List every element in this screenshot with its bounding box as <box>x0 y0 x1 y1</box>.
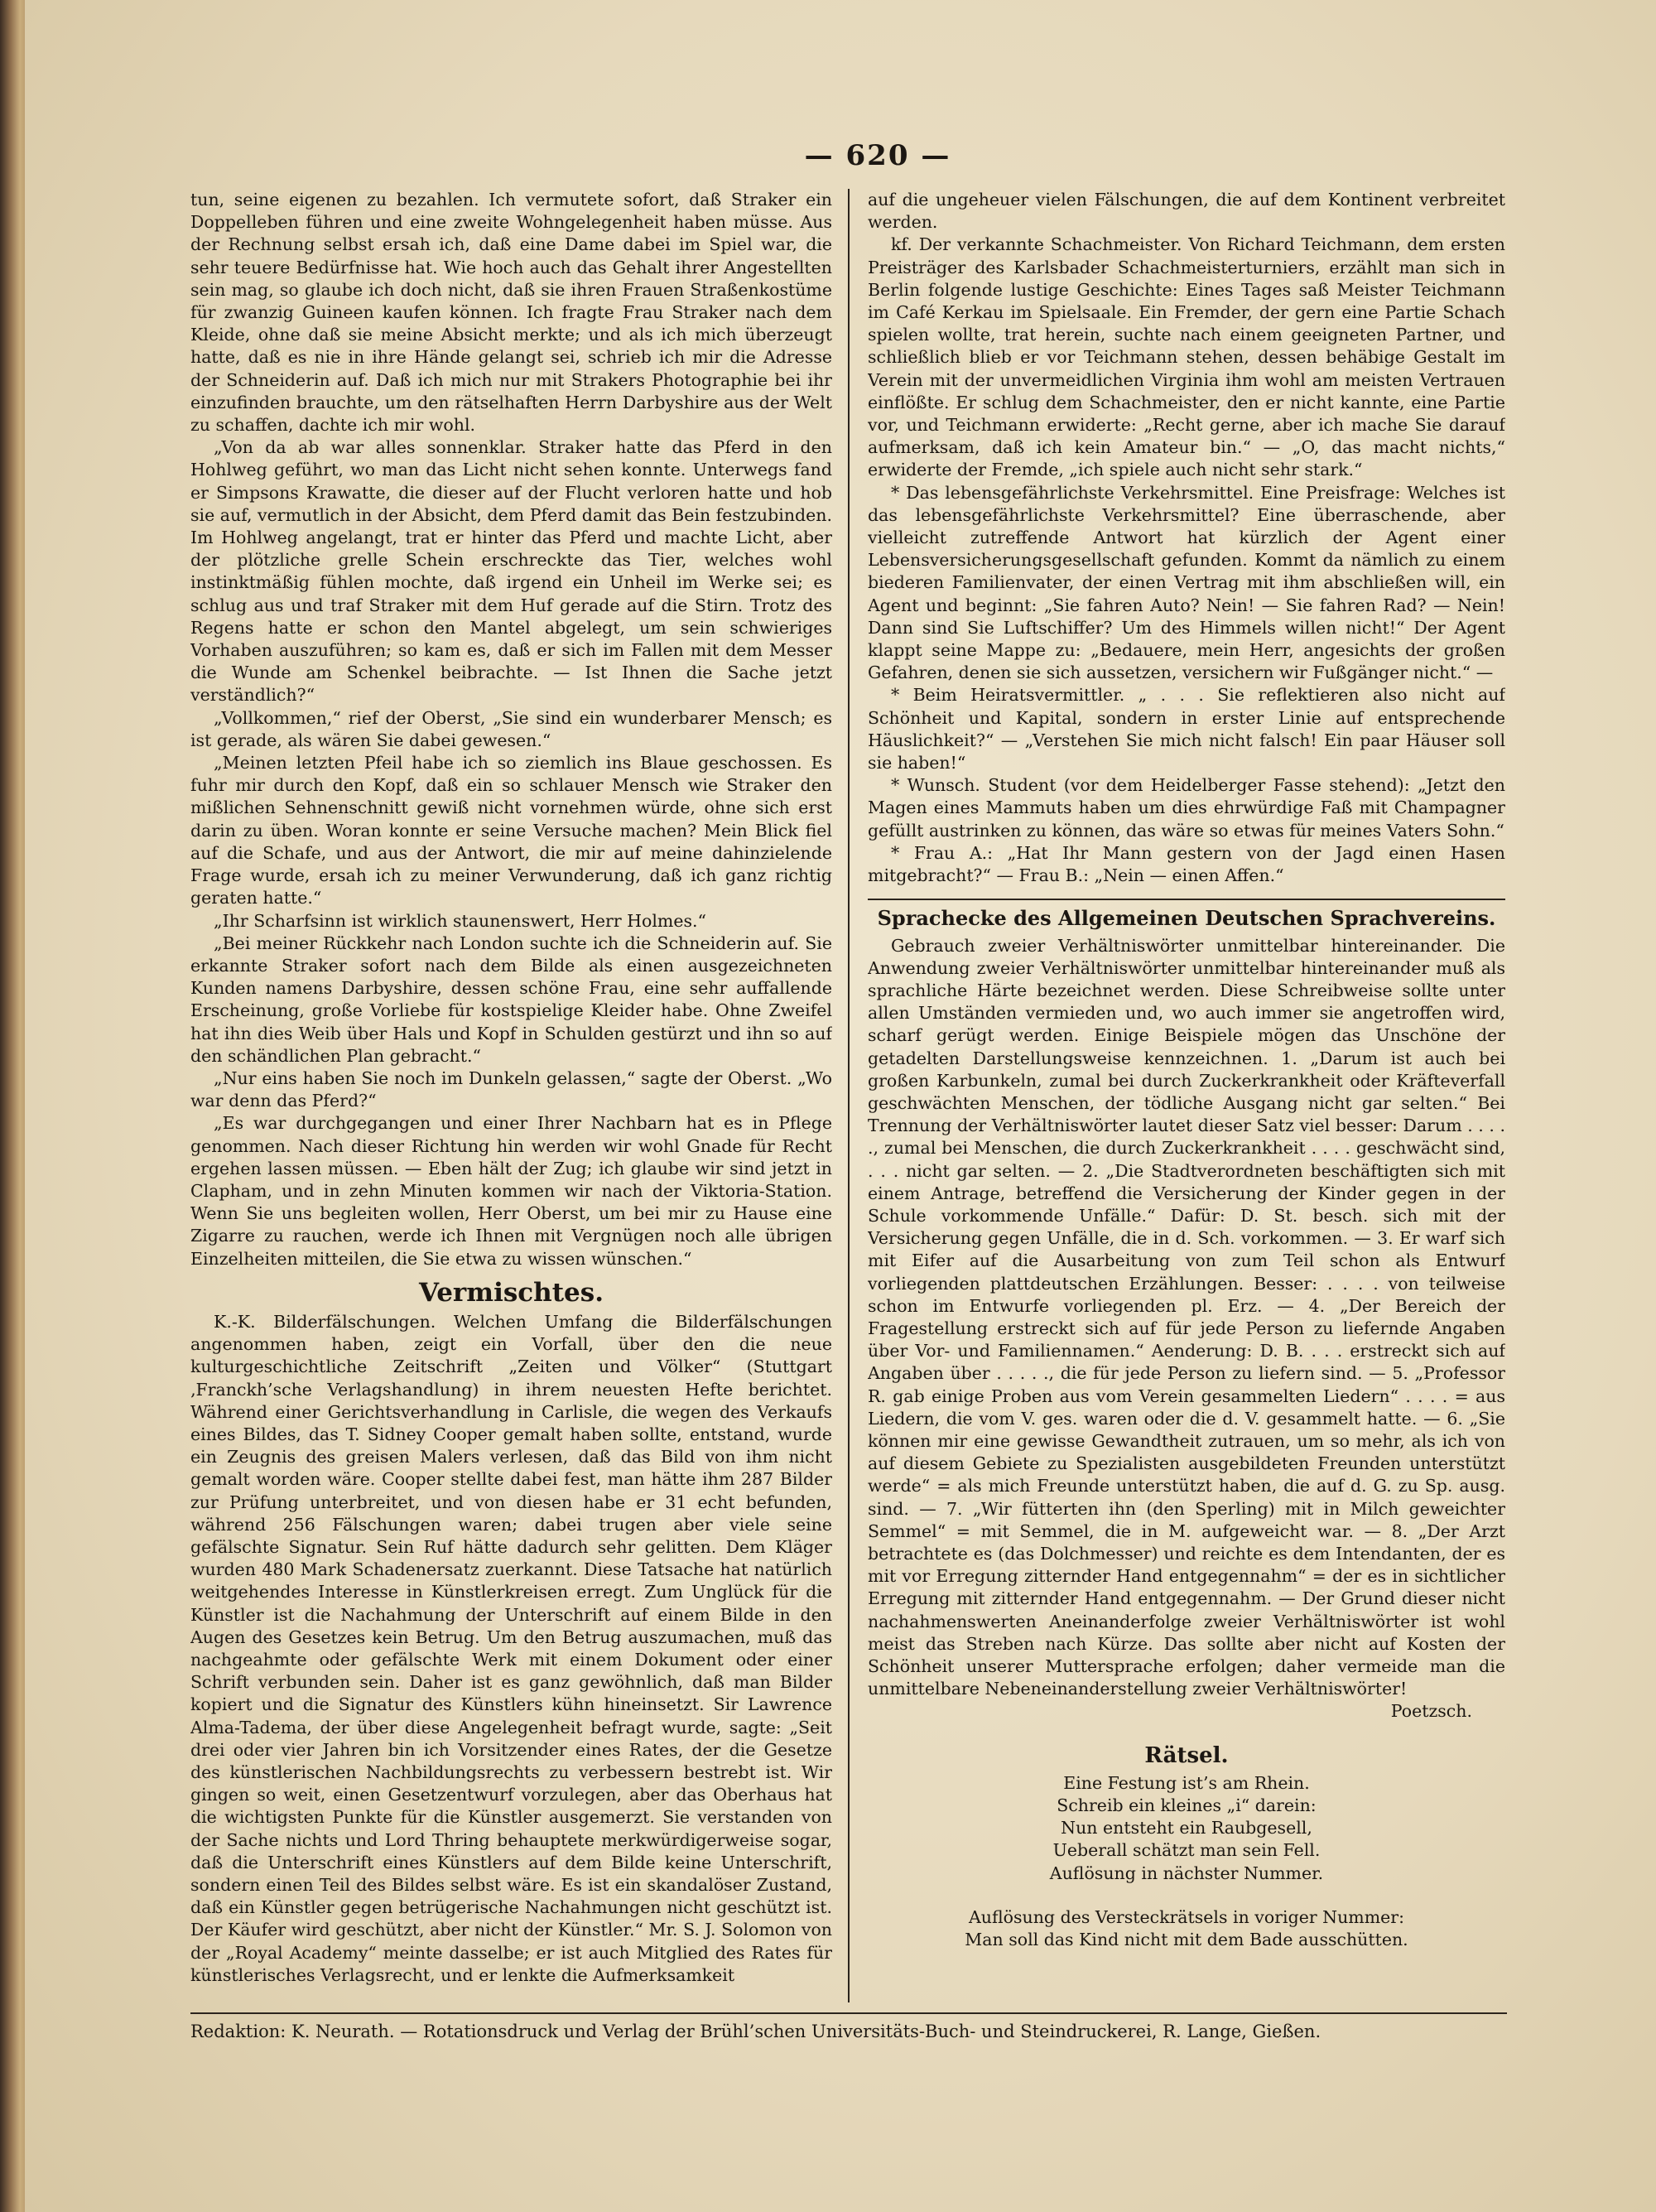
riddle-title: Rätsel. <box>1144 1742 1229 1768</box>
newspaper-page <box>25 0 1656 2212</box>
left-column-paragraph: „Meinen letzten Pfeil habe ich so ziemlich ins Blaue geschossen. Es fuhr mir durch den Kopf, daß ein so schlauer Mensch wie Straker den mißlichen Sehnenschnitt gewiß nicht vornehmen würde, ohne sich erst darin zu üben. Woran konnte er seine Versuche machen? Mein Blick fiel auf die Schafe, und aus der Antwort, die mir auf meine dahinzielende Frage wurde, ersah ich zu meiner Verwunderung, daß ich ganz richtig geraten hatte.“ <box>190 753 832 908</box>
riddle-line: Auflösung in nächster Nummer. <box>1049 1863 1324 1883</box>
left-column-paragraph: K.-K. Bilderfälschungen. Welchen Umfang die Bilderfälschungen angenommen haben, zeigt ein Vorfall, über den die neue kulturgeschichtliche Zeitschrift „Zeiten und Völker“ (Stuttgart ‚Franckh’sche Verlagshandlung) in ihrem neuesten Hefte berichtet. Während einer Gerichtsverhandlung in Carlisle, die wegen des Verkaufs eines Bildes, das T. Sidney Cooper gemalt haben sollte, entstand, wurde ein Zeugnis des greisen Malers verlesen, daß das Bild von ihm nicht gemalt worden wäre. Cooper stellte dabei fest, man hätte ihm 287 Bilder zur Prüfung unterbreitet, und von diesen habe er 31 echt befunden, während 256 Fälschungen waren; dabei trugen aber viele seine gefälschte Signatur. Sein Ruf hätte dadurch sehr gelitten. Dem Kläger wurden 480 Mark Schadenersatz zuerkannt. Diese Tatsache hat natürlich weitgehendes Interesse in Künstlerkreisen erregt. Zum Unglück für die Künstler ist die Nachahmung der Unterschrift auf einem Bilde in den Augen des Gesetzes kein Betrug. Um den Betrug auszumachen, muß das nachgeahmte oder gefälschte Werk mit einem Dokument oder einer Schrift verbunden sein. Daher ist es ganz gewöhnlich, daß man Bilder kopiert und die Signatur des Künstlers kühn hineinsetzt. Sir Lawrence Alma-Tadema, der über diese Angelegenheit befragt wurde, sagte: „Seit drei oder vier Jahren bin ich Vorsitzender eines Rates, der die Gesetze des künstlerischen Nachbildungsrechts zu verbessern bestrebt ist. Wir gingen so weit, einen Gesetzentwurf vorzulegen, aber das Oberhaus hat die wichtigsten Punkte für die Künstler ausgemerzt. Sie verstanden von der Sache nichts und Lord Thring behauptete merkwürdigerweise sogar, daß die Unterschrift eines Künstlers auf dem Bilde keine Unterschrift, sondern einen Teil des Bildes selbst wäre. Es ist ein skandalöser Zustand, daß ein Künstler gegen betrügerische Nachahmungen nicht geschützt ist. Der Käufer wird geschützt, aber nicht der Künstler.“ Mr. S. J. Solomon von der „Royal Academy“ meinte dasselbe; er ist auch Mitglied des Rates für künstlerisches Verlagsrecht, und er lenkte die Aufmerksamkeit <box>190 1311 832 1985</box>
left-column <box>190 189 832 2002</box>
riddle-line: Man soll das Kind nicht mit dem Bade ausschütten. <box>965 1930 1408 1950</box>
left-column-paragraph: tun, seine eigenen zu bezahlen. Ich vermutete sofort, daß Straker ein Doppelleben führen und eine zweite Wohngelegenheit haben müsse. Aus der Rechnung selbst ersah ich, daß eine Dame dabei im Spiel war, die sehr teuere Bedürfnisse hat. Wie hoch auch das Gehalt ihrer Angestellten sein mag, so glaube ich doch nicht, daß sie ihren Frauen Straßenkostüme für zwanzig Guineen kaufen können. Ich fragte Frau Straker nach dem Kleide, ohne daß sie meine Absicht merkte; und als ich mich überzeugt hatte, daß es nie in ihre Hände gelangt sei, schrieb ich mir die Adresse der Schneiderin auf. Daß ich mich nur mit Strakers Photographie bei ihr einzufinden brauchte, um den rätselhaften Herrn Darbyshire aus der Welt zu schaffen, dachte ich mir wohl. <box>190 190 832 436</box>
left-column-paragraph: „Von da ab war alles sonnenklar. Straker hatte das Pferd in den Hohlweg geführt, wo man das Licht nicht sehen konnte. Unterwegs fand er Simpsons Krawatte, die dieser auf der Flucht verloren hatte und hob sie auf, vermutlich in der Absicht, dem Pferd damit das Bein festzubinden. Im Hohlweg angelangt, trat er hinter das Pferd und machte Licht, aber der plötzliche grelle Schein erschreckte das Tier, welches wohl instinktmäßig fühlen mochte, daß irgend ein Unheil im Werke sei; es schlug aus und traf Straker mit dem Huf gerade auf die Stirn. Trotz des Regens hatte er schon den Mantel abgelegt, um sein schwieriges Vorhaben auszuführen; so kam es, daß er sich im Fallen mit dem Messer die Wunde am Schenkel beibrachte. — Ist Ihnen die Sache jetzt verständlich?“ <box>190 437 832 706</box>
author-signature: Poetzsch. <box>1390 1701 1472 1722</box>
riddle-line: Eine Festung ist’s am Rhein. <box>1063 1772 1310 1793</box>
right-column-paragraph: * Beim Heiratsvermittler. „ . . . Sie reflektieren also nicht auf Schönheit und Kapital, sondern in erster Linie auf entsprechende Häuslichkeit?“ — „Verstehen Sie mich nicht falsch! Ein paar Häuser soll sie haben!“ <box>868 685 1505 773</box>
right-column <box>868 189 1505 2002</box>
column-divider <box>848 189 850 2002</box>
right-column-paragraph: auf die ungeheuer vielen Fälschungen, die auf dem Kontinent verbreitet werden. <box>868 190 1505 233</box>
left-column-paragraph: „Bei meiner Rückkehr nach London suchte ich die Schneiderin auf. Sie erkannte Straker sofort nach dem Bilde als einen ausgezeichneten Kunden namens Darbyshire, dessen schöne Frau, eine sehr auffallende Erscheinung, große Vorliebe für kostspielige Kleider habe. Ohne Zweifel hat ihn dies Weib über Hals und Kopf in Schulden gestürzt und ihn so auf den schändlichen Plan gebracht.“ <box>190 933 832 1066</box>
riddle-line: Ueberall schätzt man sein Fell. <box>1052 1840 1321 1861</box>
right-column-paragraph: * Frau A.: „Hat Ihr Mann gestern von der Jagd einen Hasen mitgebracht?“ — Frau B.: „Nein — einen Affen.“ <box>868 842 1505 886</box>
left-column-paragraph: „Vollkommen,“ rief der Oberst, „Sie sind ein wunderbarer Mensch; es ist gerade, als wären Sie dabei gewesen.“ <box>190 707 832 750</box>
imprint-footer: Redaktion: K. Neurath. — Rotationsdruck und Verlag der Brühl’schen Universitäts-Buch- und Steindruckerei, R. Lange, Gießen. <box>190 2022 1321 2041</box>
riddle-solution-line: Auflösung des Versteckrätsels in voriger Nummer: <box>968 1906 1404 1927</box>
page-number: — 620 — <box>804 139 951 172</box>
left-column-paragraph: „Ihr Scharfsinn ist wirklich staunenswert, Herr Holmes.“ <box>214 910 707 931</box>
left-column-paragraph: „Nur eins haben Sie noch im Dunkeln gelassen,“ sagte der Oberst. „Wo war denn das Pferd?“ <box>190 1067 832 1111</box>
left-column-paragraph: „Es war durchgegangen und einer Ihrer Nachbarn hat es in Pflege genommen. Nach dieser Richtung hin werden wir wohl Gnade für Recht ergehen lassen müssen. — Eben hält der Zug; ich glaube wir sind jetzt in Clapham, und in zehn Minuten kommen wir nach der Viktoria-Station. Wenn Sie uns begleiten wollen, Herr Oberst, um bei mir zu Hause eine Zigarre zu rauchen, werde ich Ihnen mit Vergnügen noch alle übrigen Einzelheiten mitteilen, die Sie etwa zu wissen wünschen.“ <box>190 1113 832 1269</box>
section-heading: Vermischtes. <box>419 1277 604 1308</box>
footer-rule <box>190 2012 1507 2014</box>
right-column-paragraph: kf. Der verkannte Schachmeister. Von Richard Teichmann, dem ersten Preisträger des Karlsbader Schachmeisterturniers, erzählt man sich in Berlin folgende lustige Geschichte: Eines Tages saß Meister Teichmann im Café Kerkau im Spielsaale. Ein Fremder, der gern eine Partie Schach spielen wollte, trat herein, suchte nach einem geeigneten Partner, und schließlich blieb er vor Teichmann stehen, dessen behäbige Gestalt im Verein mit der unvermeidlichen Virginia ihm wohl am meisten Vertrauen einflößte. Er schlug dem Schachmeister, den er nicht kannte, eine Partie vor, und Teichmann erwiderte: „Recht gerne, aber ich mache Sie darauf aufmerksam, daß ich kein Amateur bin.“ — „O, das macht nichts,“ erwiderte der Fremde, „ich spiele auch nicht sehr stark.“ <box>868 234 1505 480</box>
right-column-paragraph: * Das lebensgefährlichste Verkehrsmittel. Eine Preisfrage: Welches ist das lebensgefährlichste Verkehrsmittel? Eine überraschende, aber vielleicht zutreffende Antwort hat kürzlich der Agent einer Lebensversicherungsgesellschaft gefunden. Kommt da nämlich zu einem biederen Familienvater, der einen Vertrag mit ihm abschließen will, ein Agent und beginnt: „Sie fahren Auto? Nein! — Sie fahren Rad? — Nein! Dann sind Sie Luftschiffer? Um des Himmels willen nicht!“ Der Agent klappt seine Mappe zu: „Bedauere, mein Herr, angesichts der großen Gefahren, denen sie sich aussetzen, versichern wir Fußgänger nicht.“ — <box>868 482 1505 683</box>
section-heading: Sprachecke des Allgemeinen Deutschen Sprachvereins. <box>868 899 1505 929</box>
right-column-paragraph: Gebrauch zweier Verhältniswörter unmittelbar hintereinander. Die Anwendung zweier Verhältniswörter unmittelbar hintereinander muß als sprachliche Härte bezeichnet werden. Diese Schreibweise sollte unter allen Umständen vermieden und, wo auch immer sie angetroffen wird, scharf gerügt werden. Einige Beispiele mögen das Unschöne der getadelten Darstellungsweise kennzeichnen. 1. „Darum ist auch bei großen Karbunkeln, zumal bei durch Zuckerkrankheit oder Kräfteverfall geschwächten Menschen, der tödliche Ausgang nicht gar selten.“ Bei Trennung der Verhältniswörter lautet dieser Satz viel besser: Darum . . . . ., zumal bei Menschen, die durch Zuckerkrankheit . . . . geschwächt sind, . . . nicht gar selten. — 2. „Die Stadtverordneten beschäftigten sich mit einem Antrage, betreffend die Versicherung der Kinder gegen in der Schule vorkommende Unfälle.“ Dafür: D. St. besch. sich mit der Versicherung gegen Unfälle, die in d. Sch. vorkommen. — 3. Er warf sich mit Eifer auf die Ausarbeitung von zum Teil schon als Entwurf vorliegenden plattdeutschen Erzählungen. Besser: . . . . von teilweise schon im Entwurfe vorliegenden pl. Erz. — 4. „Der Bereich der Fragestellung erstreckt sich auf für jede Person zu liefernde Angaben über Vor- und Familiennamen.“ Aenderung: D. B. . . . erstreckt sich auf Angaben über . . . . ., die für jede Person zu liefern sind. — 5. „Professor R. gab einige Proben aus vom Verein gesammelten Liedern“ . . . . = aus Liedern, die vom V. ges. waren oder die d. V. gesammelt hatte. — 6. „Sie können mir eine gewisse Gewandtheit zutrauen, um so mehr, als ich von auf diesem Gebiete zu Spezialisten ausgebildeten Freunden unterstützt werde“ = als mich Freunde unterstützt haben, die auf d. G. zu Sp. ausg. sind. — 7. „Wir fütterten ihn (den Sperling) mit in Milch geweichter Semmel“ = mit Semmel, die in M. aufgeweicht war. — 8. „Der Arzt betrachtete es (das Dolchmesser) und reichte es dem Intendanten, der es mit vor Erregung zitternder Hand entgegennahm“ = der es in sichtlicher Erregung mit zitternder Hand entgegennahm. — Der Grund dieser nicht nachahmenswerten Aneinanderfolge zweier Verhältniswörter ist wohl meist das Streben nach Kürze. Das sollte aber nicht auf Kosten der Schönheit unserer Muttersprache erfolgen; daher vermeide man die unmittelbare Nebeneinanderstellung zweier Verhältniswörter! <box>868 935 1505 1699</box>
riddle-line: Schreib ein kleines „i“ darein: <box>1057 1795 1317 1816</box>
riddle-line: Nun entsteht ein Raubgesell, <box>1061 1818 1312 1839</box>
right-column-paragraph: * Wunsch. Student (vor dem Heidelberger Fasse stehend): „Jetzt den Magen eines Mammuts haben um dies ehrwürdige Faß mit Champagner gefüllt austrinken zu können, das wäre so etwas für meines Vaters Sohn.“ <box>868 775 1505 841</box>
